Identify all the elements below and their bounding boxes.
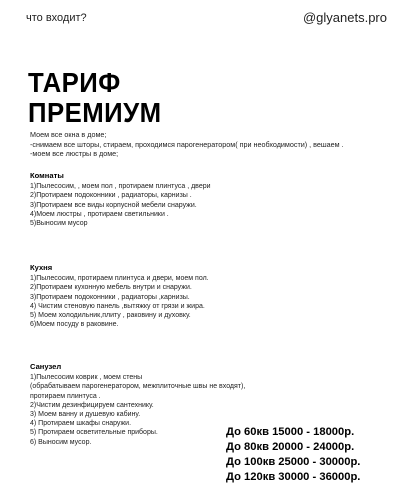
rooms-item: 2)Протираем подоконники , радиаторы, карнизы . [30,192,192,200]
kitchen-item: 4) Чистим стеновую панель ,вытяжку от грязи и жира. [30,302,205,310]
instagram-handle: @glyanets.pro [302,10,387,25]
bathroom-item: 1)Пылесосим коврик , моем стены [30,374,143,382]
bathroom-item: 5) Протираем осветительные приборы. [30,429,158,437]
intro-line: Моем все окна в доме; [30,130,107,139]
kitchen-item: 2)Протираем кухонную мебель внутри и снаружи. [30,284,192,292]
intro-line: -моем все люстры в доме; [30,149,119,159]
bathroom-item: 3) Моем ванну и душевую кабину. [30,411,141,419]
bathroom-item: 2)Чистим дезинфицируем сантехнику. [30,401,154,409]
price-row: До 60кв 15000 - 18000р. [226,426,355,438]
bathroom-heading: Санузел [30,362,62,371]
rooms-item: 1)Пылесосим, , моем пол , протираем плинтуса , двери [30,183,211,191]
kitchen-item: 6)Моем посуду в раковине. [30,321,119,329]
kitchen-item: 3)Протираем подоконники , радиаторы ,карнизы. [30,293,190,301]
kitchen-section [30,263,209,329]
rooms-item: 3)Протираем все виды корпусной мебели снаружи. [30,201,197,209]
tariff-title [28,68,162,128]
what-included-label: что входит? [26,12,87,24]
bathroom-item: протираем плинтуса . [30,392,101,400]
price-row: До 120кв 30000 - 36000р. [226,471,361,483]
tariff-title-line-2: ПРЕМИУМ [28,97,162,128]
tariff-title-line-1: ТАРИФ [28,67,121,98]
kitchen-item: 1)Пылесосим, протираем плинтуса и двери, моем пол. [30,275,209,283]
bathroom-section [30,362,245,447]
rooms-item: 5)Выносим мусор [30,220,88,228]
kitchen-item: 5) Моем холодильник,плиту , раковину и духовку. [30,312,191,320]
bathroom-item: (обрабатываем парогенератором, межплиточные швы не входят), [30,383,246,391]
price-row: До 80кв 20000 - 24000р. [226,441,355,453]
rooms-section [30,171,211,228]
price-row: До 100кв 25000 - 30000р. [226,456,361,468]
kitchen-heading: Кухня [30,263,53,272]
rooms-heading: Комнаты [30,171,64,180]
rooms-item: 4)Моем люстры , протираем светильники . [30,210,169,218]
bathroom-item: 4) Протираем шкафы снаружи. [30,420,132,428]
price-list [226,425,360,485]
intro-block [30,130,344,159]
intro-line: -снимаем все шторы, стираем, проходимся парогенератором( при необходимости) , вешаем . [30,139,344,149]
bathroom-item: 6) Выносим мусор. [30,438,92,446]
